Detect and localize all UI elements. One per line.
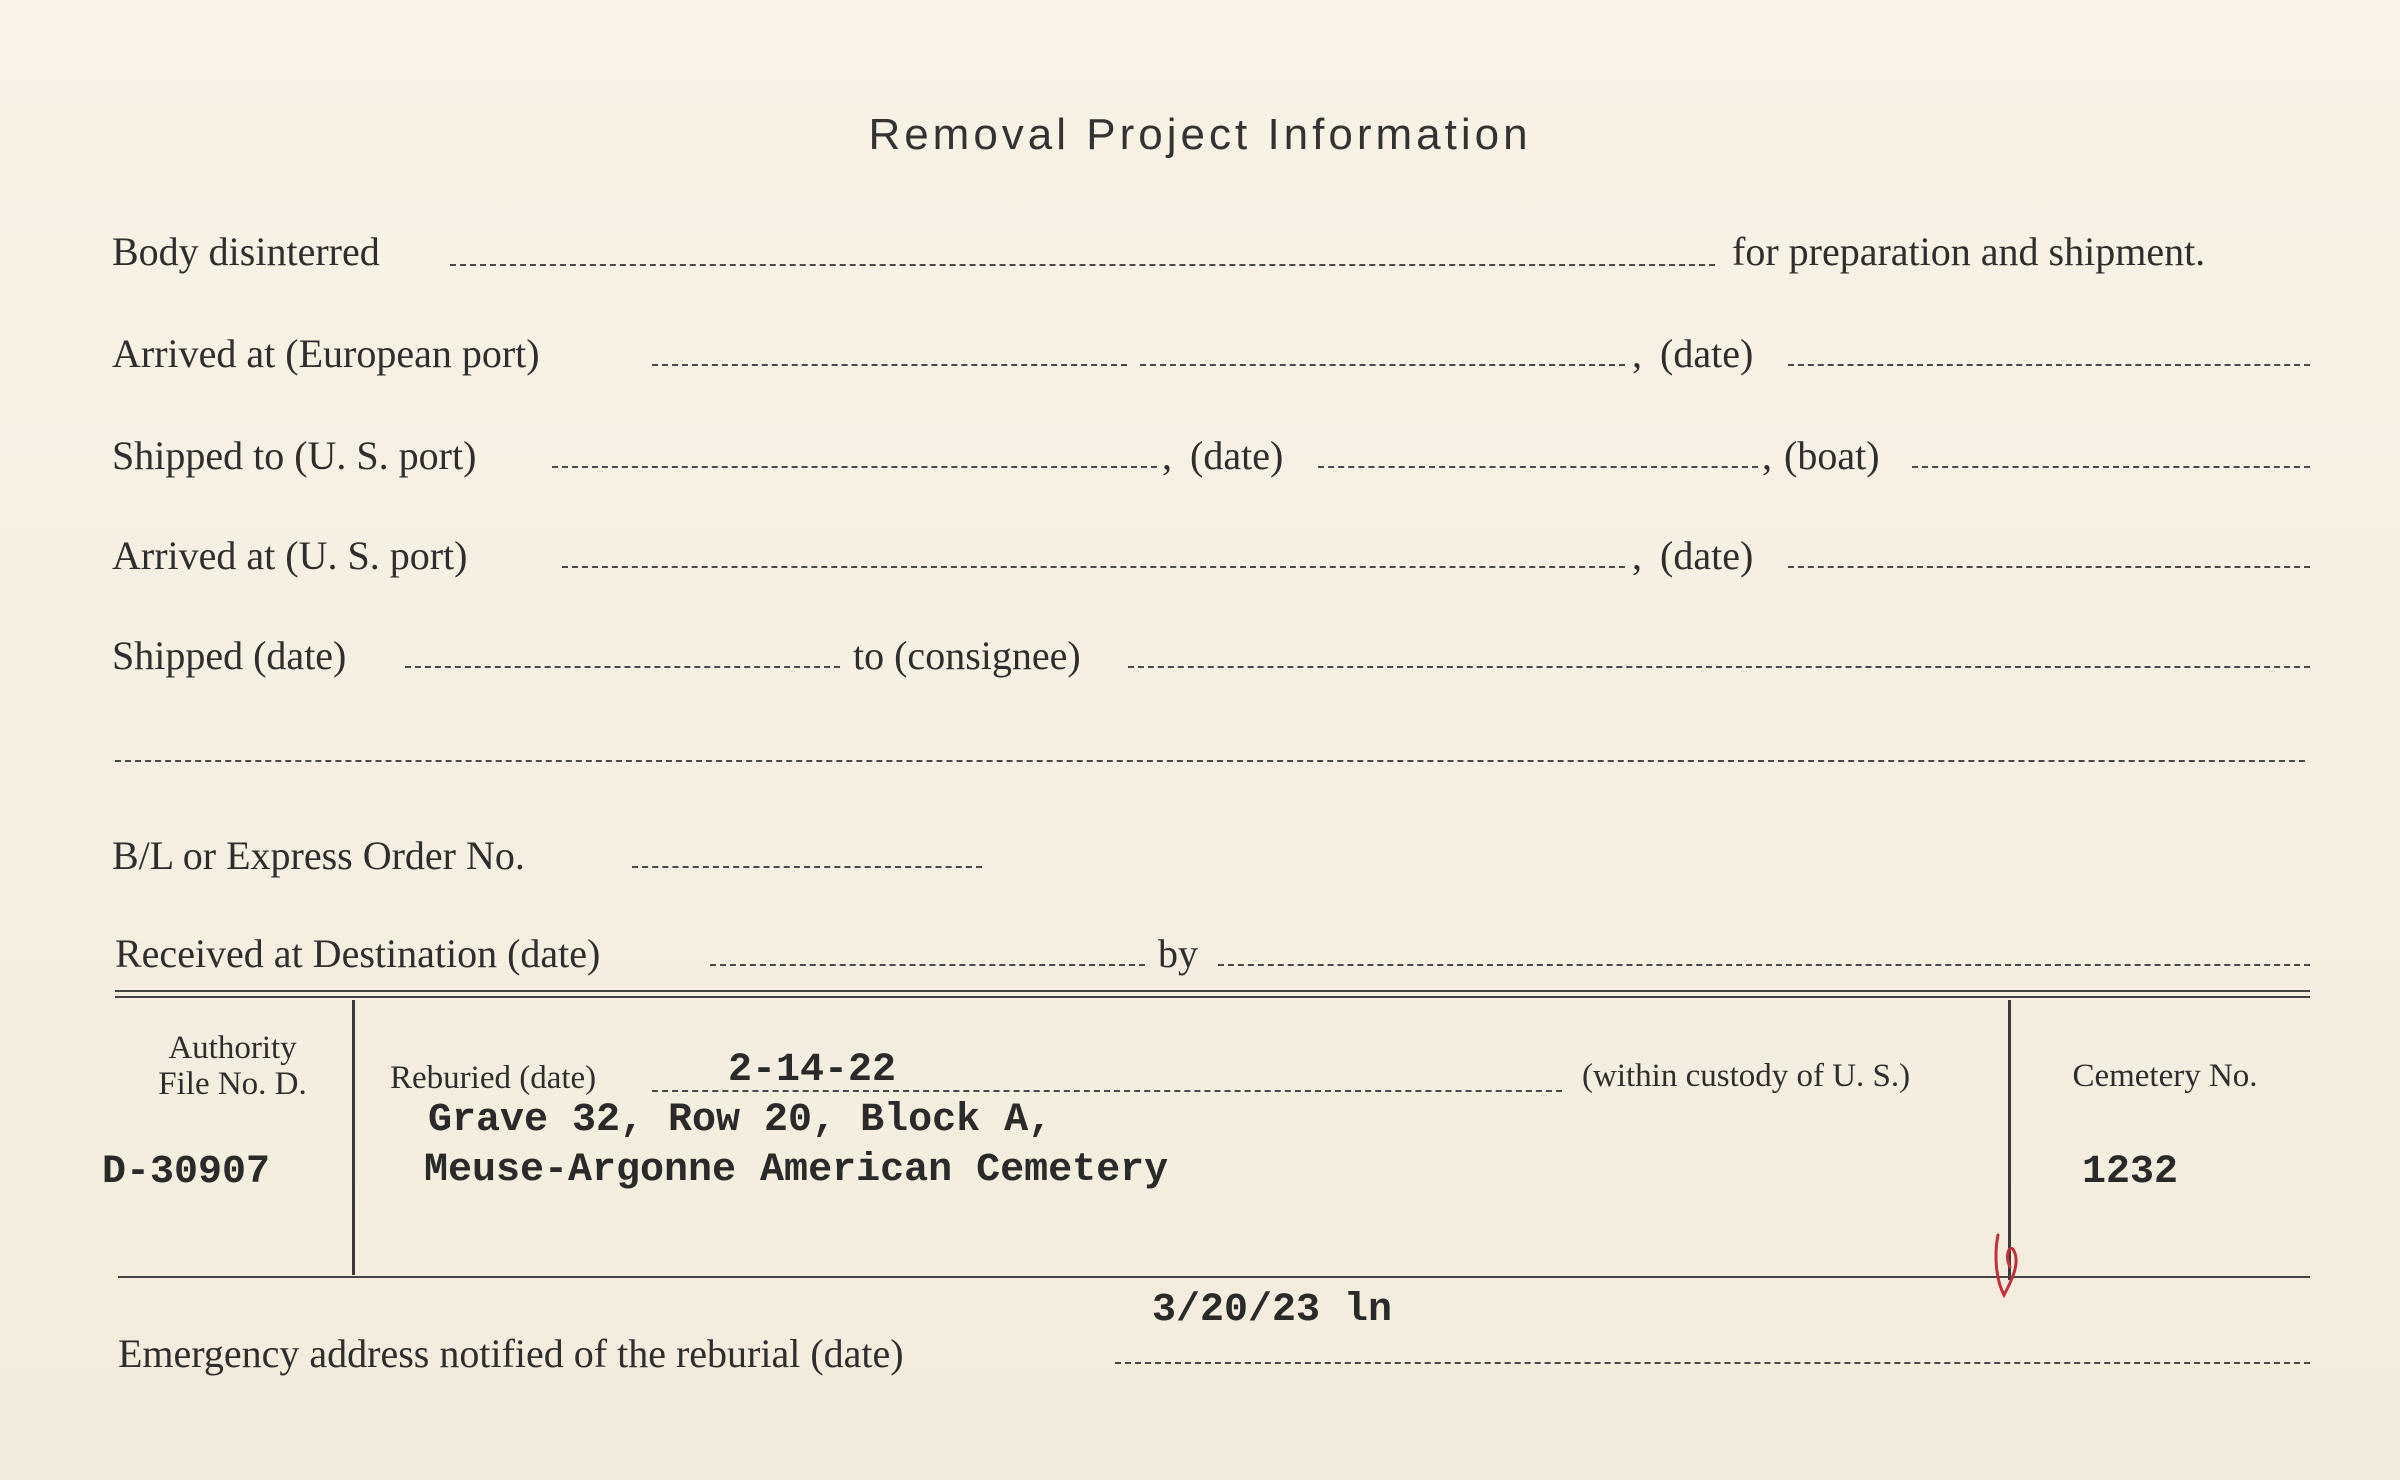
authority-separator xyxy=(352,1000,355,1275)
arrived-us-port-field[interactable] xyxy=(562,566,1625,568)
received-date-field[interactable] xyxy=(710,964,1145,966)
body-disinterred-field[interactable] xyxy=(450,264,1715,266)
european-port-field-cont[interactable] xyxy=(1140,364,1625,366)
reburied-date-label: Reburied (date) xyxy=(390,1060,597,1096)
bl-order-field[interactable] xyxy=(632,866,982,868)
arrived-us-date-field[interactable] xyxy=(1788,566,2310,568)
authority-label-line1: Authority xyxy=(168,1030,297,1066)
consignee-continuation-field[interactable] xyxy=(115,760,2305,762)
red-check-mark xyxy=(1990,1225,2030,1305)
preparation-shipment-label: for preparation and shipment. xyxy=(1732,229,2206,274)
grave-location-line1: Grave 32, Row 20, Block A, xyxy=(428,1098,1053,1143)
arrived-european-port-label: Arrived at (European port) xyxy=(112,331,540,376)
cemetery-number-label: Cemetery No. xyxy=(2072,1058,2258,1094)
shipped-date-label: Shipped (date) xyxy=(112,633,347,678)
boat-field[interactable] xyxy=(1912,466,2310,468)
european-date-field[interactable] xyxy=(1788,364,2310,366)
received-destination-label: Received at Destination (date) xyxy=(115,931,601,976)
emergency-address-label: Emergency address notified of the reburial (date) xyxy=(118,1331,904,1376)
consignee-field[interactable] xyxy=(1128,666,2310,668)
european-date-comma: , xyxy=(1632,331,1642,376)
cemetery-number-value: 1232 xyxy=(2082,1150,2179,1195)
arrived-us-port-label: Arrived at (U. S. port) xyxy=(112,533,468,578)
european-date-label: (date) xyxy=(1660,331,1754,376)
body-disinterred-label: Body disinterred xyxy=(112,229,380,274)
us-port-date-label: (date) xyxy=(1190,433,1284,478)
received-by-label: by xyxy=(1158,931,1198,976)
european-port-field[interactable] xyxy=(652,364,1127,366)
card-title: Removal Project Information xyxy=(868,110,1532,159)
us-port-field[interactable] xyxy=(552,466,1157,468)
emergency-date-field[interactable] xyxy=(1115,1362,2310,1364)
custody-label: (within custody of U. S.) xyxy=(1582,1058,1911,1094)
shipped-date-value-field[interactable] xyxy=(405,666,840,668)
boat-comma: , xyxy=(1762,433,1772,478)
divider-rule-top xyxy=(115,990,2310,992)
reburied-date-value: 2-14-22 xyxy=(728,1048,897,1093)
authority-file-number: D-30907 xyxy=(102,1150,271,1195)
arrived-us-date-label: (date) xyxy=(1660,533,1754,578)
grave-location-line2: Meuse-Argonne American Cemetery xyxy=(424,1148,1169,1193)
us-port-date-comma: , xyxy=(1162,433,1172,478)
emergency-notified-value: 3/20/23 ln xyxy=(1152,1288,1393,1333)
lower-box-bottom-rule xyxy=(118,1276,2310,1278)
bl-order-label: B/L or Express Order No. xyxy=(112,833,525,878)
boat-label: (boat) xyxy=(1784,433,1880,478)
arrived-us-date-comma: , xyxy=(1632,533,1642,578)
divider-rule-bottom xyxy=(115,996,2310,998)
consignee-label: to (consignee) xyxy=(853,633,1081,678)
shipped-to-us-port-label: Shipped to (U. S. port) xyxy=(112,433,477,478)
authority-label-line2: File No. D. xyxy=(158,1066,307,1102)
authority-label xyxy=(130,1030,335,1102)
received-by-field[interactable] xyxy=(1218,964,2310,966)
shipped-date-field[interactable] xyxy=(1318,466,1758,468)
